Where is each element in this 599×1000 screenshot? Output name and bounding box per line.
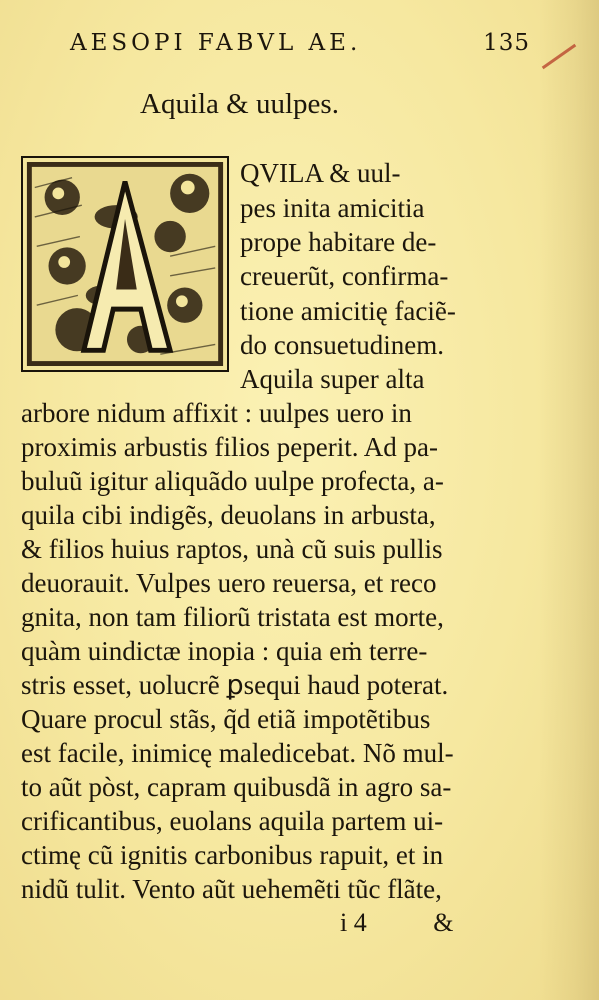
text-line: & filios huius raptos, unà cũ suis pullis [21,534,443,564]
text-line: Quare procul stãs, q̃d etiã impotẽtibus [21,704,431,734]
text-line: est facile, inimicę maledicebat. Nõ mul- [21,738,454,768]
text-line: ctimę cũ ignitis carbonibus rapuit, et in [21,840,444,870]
text-line: quila cibi indigẽs, deuolans in arbusta, [21,500,436,530]
signature-mark [340,908,490,938]
text-line: proximis arbustis filios peperit. Ad pa- [21,432,438,462]
fable-title: Aquila & uulpes. [140,88,339,120]
text-line: nidũ tulit. Vento aũt uehemẽti tũc flãte, [21,874,442,904]
text-line: Aquila super alta [240,364,425,394]
text-line: buluũ igitur aliquãdo uulpe profecta, a- [21,466,444,496]
signature-text: i 4 [340,908,367,937]
text-line: arbore nidum affixit : uulpes uero in [21,398,412,428]
text-line: gnita, non tam filiorũ tristata est morte, [21,602,444,632]
text-line: creuerũt, confirma- [240,261,449,291]
text-line: stris esset, uolucrẽ ꝑsequi haud poterat. [21,670,449,700]
catchword: & [433,908,454,937]
text-line: to aũt pòst, capram quibusdã in agro sa- [21,772,452,802]
text-line: do consuetudinem. [240,330,444,360]
text-line: deuorauit. Vulpes uero reuersa, et reco [21,568,437,598]
text-line: quàm uindictæ inopia : quia eṁ terre- [21,636,428,666]
running-head-title: AESOPI FABVL AE. [70,30,362,56]
text-line: prope habitare de- [240,227,437,257]
text-line: QVILA & uul- [240,158,401,188]
text-line: pes inita amicitia [240,193,425,223]
text-line: crificantibus, euolans aquila partem ui- [21,806,444,836]
page-number: 135 [483,30,530,56]
text-line: tione amicitię faciẽ- [240,296,456,326]
